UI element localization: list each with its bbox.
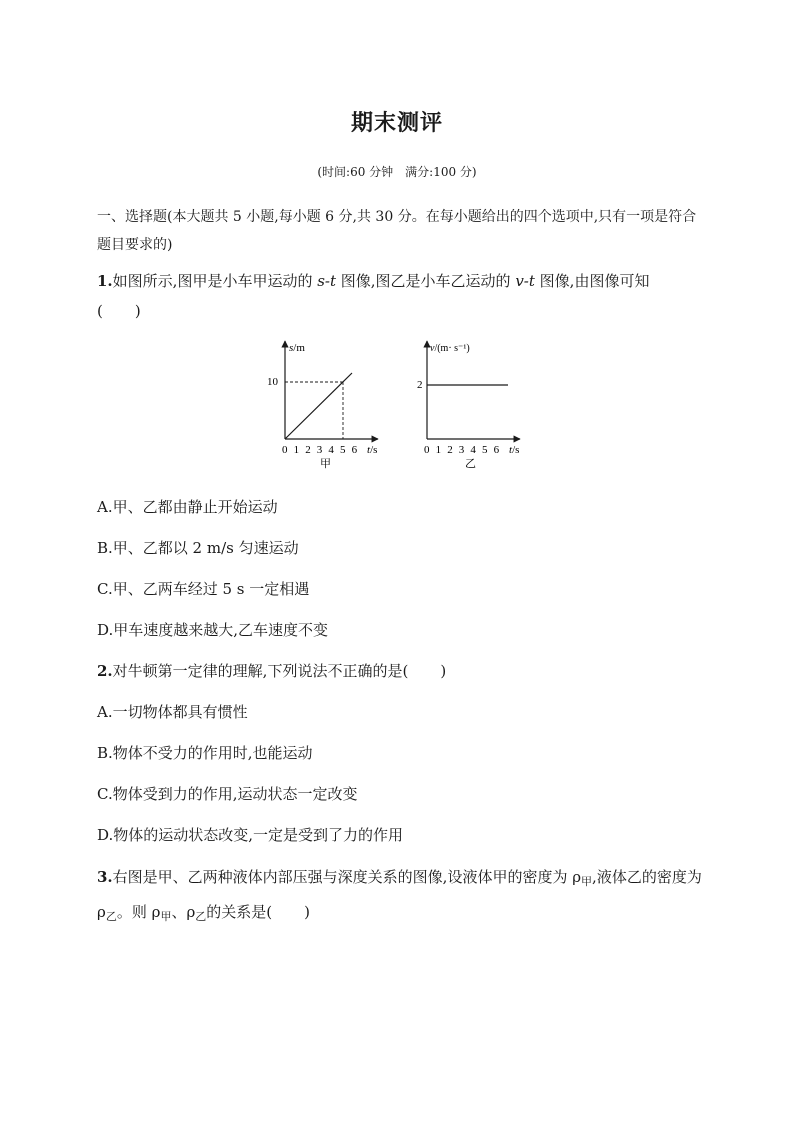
section-heading: 一、选择题(本大题共 5 小题,每小题 6 分,共 30 分。在每小题给出的四个选项中,只有一项是符合题目要求的)	[97, 209, 697, 253]
graph-yi	[417, 341, 520, 470]
option-c[interactable]: C.甲、乙两车经过 5 s 一定相遇	[97, 580, 310, 598]
page-title: 期末测评	[350, 111, 443, 136]
rho-yi: $\rho_乙$	[97, 903, 117, 923]
question-text: 。则	[116, 903, 152, 921]
x-axis-label: t/s	[509, 444, 520, 456]
x-tick-label: 2	[447, 444, 453, 456]
graph-caption: 甲	[320, 458, 331, 470]
question-3	[97, 862, 707, 932]
x-tick-label: 4	[328, 444, 334, 456]
question-2	[97, 660, 707, 682]
st-line	[285, 373, 352, 439]
answer-blank: ( )	[402, 662, 447, 680]
option-a[interactable]: A.甲、乙都由静止开始运动	[97, 498, 278, 516]
question-number: 3.	[97, 868, 113, 886]
x-tick-label: 1	[435, 444, 442, 456]
question-number: 1.	[97, 272, 113, 290]
x-axis-label: t/s	[367, 444, 378, 456]
rho-jia: $\rho_甲$	[572, 868, 593, 888]
x-tick-label: 1	[293, 444, 300, 456]
x-tick-label: 3	[316, 444, 323, 456]
option-b[interactable]: B.物体不受力的作用时,也能运动	[97, 744, 313, 762]
option-d[interactable]: D.甲车速度越来越大,乙车速度不变	[97, 621, 329, 639]
vt-symbol: v-t	[515, 272, 535, 290]
graph-caption: 乙	[465, 458, 476, 470]
option-a[interactable]: A.一切物体都具有惯性	[97, 703, 248, 721]
y-tick-label: 10	[267, 376, 278, 388]
x-tick-label: 0	[424, 444, 430, 456]
question-1	[97, 266, 707, 326]
rho-jia: $\rho_甲$	[151, 903, 172, 923]
question-text: 右图是甲、乙两种液体内部压强与深度关系的图像,设液体甲的密度为	[112, 868, 573, 886]
question-number: 2.	[97, 662, 113, 680]
option-b[interactable]: B.甲、乙都以 2 m/s 匀速运动	[97, 539, 299, 557]
question-text: ,液体乙的密度为	[592, 868, 702, 886]
option-d[interactable]: D.物体的运动状态改变,一定是受到了力的作用	[97, 826, 404, 844]
question-text: 如图所示,图甲是小车甲运动的	[112, 272, 318, 290]
graph-jia	[267, 341, 378, 470]
x-tick-label: 0	[282, 444, 288, 456]
figure-graphs	[260, 335, 550, 475]
question-text: 、	[171, 903, 187, 921]
x-tick-label: 2	[305, 444, 311, 456]
y-axis-label: s/m	[289, 342, 305, 354]
x-tick-label: 5	[482, 444, 488, 456]
y-tick-label: 2	[417, 379, 423, 391]
x-tick-label: 5	[340, 444, 346, 456]
question-text: 对牛顿第一定律的理解,下列说法不正确的是	[112, 662, 403, 680]
answer-blank: ( )	[97, 302, 141, 320]
st-symbol: s-t	[317, 272, 337, 290]
rho-yi: $\rho_乙$	[186, 903, 207, 923]
y-axis-label: v/(m· s⁻¹)	[430, 343, 470, 354]
x-tick-label: 6	[493, 444, 500, 456]
option-c[interactable]: C.物体受到力的作用,运动状态一定改变	[97, 785, 358, 803]
question-text: 图像,由图像可知	[534, 272, 650, 290]
x-tick-label: 3	[458, 444, 465, 456]
x-tick-label: 4	[470, 444, 476, 456]
answer-blank: ( )	[266, 903, 311, 921]
exam-info: (时间:60 分钟 满分:100 分)	[317, 165, 477, 179]
question-text: 图像,图乙是小车乙运动的	[336, 272, 516, 290]
x-tick-label: 6	[351, 444, 358, 456]
question-text: 的关系是	[206, 903, 267, 921]
